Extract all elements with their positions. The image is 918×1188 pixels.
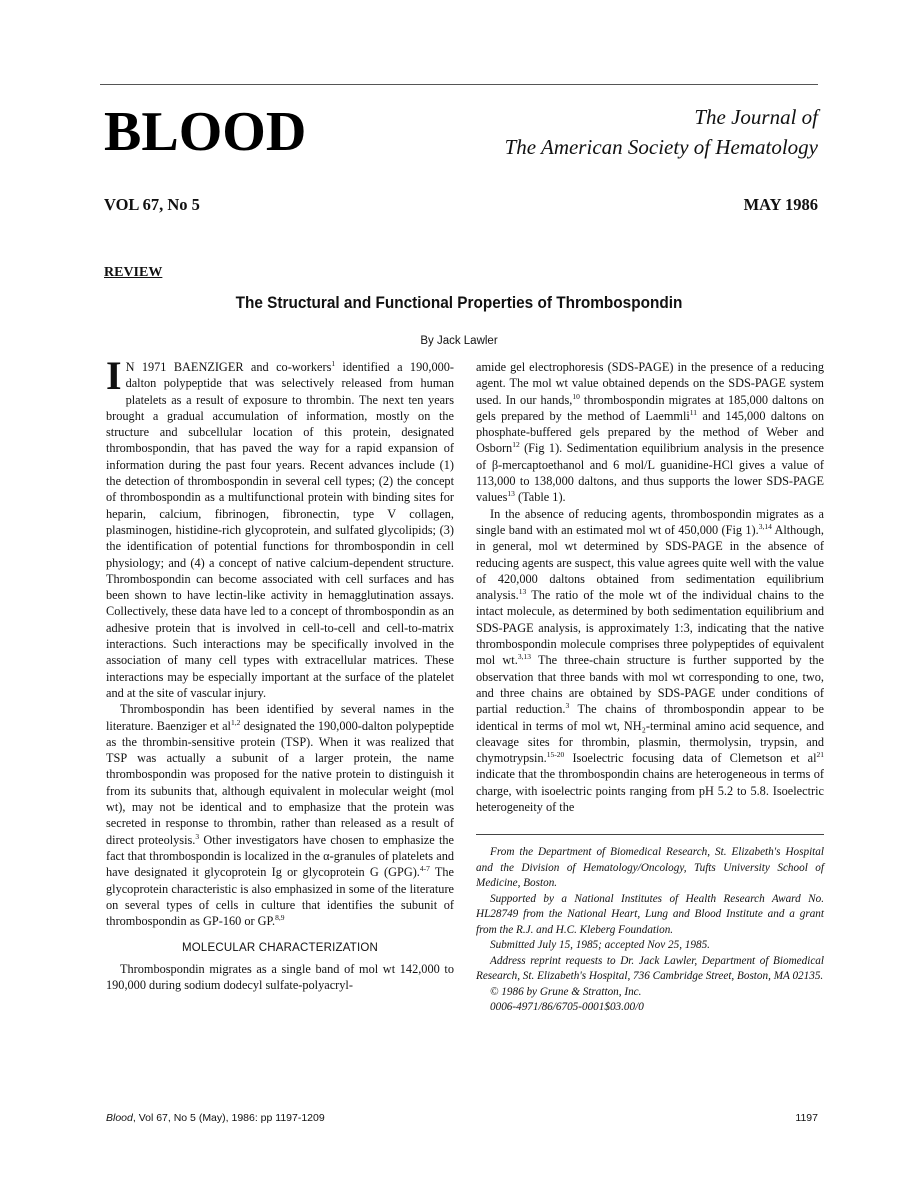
footnote-affiliation: From the Department of Biomedical Research, St. Elizabeth's Hospital and the Division of Hematology/Oncology, Tufts University School of Medicine, Boston. bbox=[476, 846, 824, 890]
journal-subtitle bbox=[505, 102, 818, 162]
journal-subtitle-line1: The Journal of bbox=[694, 105, 818, 129]
names-paragraph: Thrombospondin has been identified by several names in the literature. Baenziger et al$^{1,2}$ designated the 190,000-dalton polypeptide as the thrombin-sensitive protein (TSP). When it was realized that TSP was actually a subunit of a larger protein, the name thrombospondin was proposed for the native protein to distinguish it from its subunits that, although equivalent in molecular weight (mol wt), may not be identical and to emphasize that the protein was secreted in response to thrombin, rather than released as a result of direct proteolysis.$^3$ Other investigators have chosen to emphasize the fact that thrombospondin is localized in the α-granules of platelets and have designated it glycoprotein Ig or glycoprotein G (GPG).$^{4-7}$ The glycoprotein characteristic is also emphasized in some of the literature on several types of cells in culture that identifies the subunit of thrombospondin as GP-160 or GP.$^{8,9}$ bbox=[106, 702, 455, 929]
sds-page-paragraph: amide gel electrophoresis (SDS-PAGE) in the presence of a reducing agent. The mol wt value obtained depends on the SDS-PAGE system used. In our hands,$^{10}$ thrombospondin migrates at 185,000 daltons on gels prepared by the method of Laemmli$^{11}$ and 145,000 daltons on phosphate-buffered gels prepared by the method of Weber and Osborn$^{12}$ (Fig 1). Sedimentation equilibrium analysis in the presence of β-mercaptoethanol and 6 mol/L guanidine-HCl gives a value of 113,000 to 138,000 daltons, and thus supports the lower SDS-PAGE values$^{13}$ (Table 1). bbox=[476, 360, 824, 505]
section-heading: MOLECULAR CHARACTERIZATION bbox=[181, 942, 379, 955]
citation-ref: 1,2 bbox=[230, 717, 241, 727]
citation-ref: 3 bbox=[195, 831, 200, 841]
section-label: REVIEW bbox=[104, 265, 163, 280]
footnote-code: 0006-4971/86/6705-0001$03.00/0 bbox=[490, 1001, 644, 1014]
citation-ref: 13 bbox=[518, 587, 527, 597]
article-title: The Structural and Functional Properties of Thrombospondin bbox=[235, 294, 683, 312]
citation-ref: 4-7 bbox=[419, 864, 430, 874]
citation-ref: 8,9 bbox=[275, 913, 285, 923]
footnote-copyright: © 1986 by Grune & Stratton, Inc. bbox=[490, 985, 642, 998]
citation-ref: 10 bbox=[572, 391, 580, 401]
citation-ref: 13 bbox=[507, 489, 515, 499]
footnotes bbox=[476, 845, 824, 1016]
volume-issue: VOL 67, No 5 bbox=[104, 195, 200, 214]
citation-ref: 15-20 bbox=[546, 750, 565, 760]
footnote-dates: Submitted July 15, 1985; accepted Nov 25, 1985. bbox=[490, 939, 710, 952]
citation-ref: 3 bbox=[565, 701, 570, 711]
journal-title: BLOOD bbox=[104, 101, 307, 163]
journal-subtitle-line2: The American Society of Hematology bbox=[504, 135, 818, 159]
citation-ref: 3,14 bbox=[758, 521, 772, 531]
citation-ref: 11 bbox=[689, 407, 698, 417]
left-column bbox=[106, 353, 455, 993]
footnote-reprints: Address reprint requests to Dr. Jack Lawler, Department of Biomedical Research, St. Elizabeth's Hospital, 736 Cambridge Street, Boston, MA 02135. bbox=[476, 954, 824, 983]
characterization-paragraph: Thrombospondin migrates as a single band of mol wt 142,000 to 190,000 during sodium dodecyl sulfate-polyacryl- bbox=[106, 961, 454, 992]
footnote-support: Supported by a National Institutes of Health Research Award No. HL28749 from the National Heart, Lung and Blood Institute and a grant from the R.J. and H.C. Kleberg Foundation. bbox=[476, 892, 824, 936]
nonreducing-paragraph: In the absence of reducing agents, thrombospondin migrates as a single band with an estimated mol wt of 450,000 (Fig 1).$^{3,14}$ Although, in general, mol wt determined by SDS-PAGE in the absence of reducing agents are suspect, this value agrees quite well with the value of 420,000 daltons obtained from sedimentation equilibrium analysis.$^{13}$ The ratio of the mole wt of the individual chains to the intact molecule, as determined by both sedimentation equilibrium and SDS-PAGE analysis, is approximately 1:3, indicating that the native thrombospondin molecule comprises three polypeptides of equivalent mol wt.$^{3,13}$ The three-chain structure is further supported by the observation that three bands with mol wt corresponding to one, two, and three chains are obtained by SDS-PAGE under conditions of partial reduction.$^3$ The chains of thrombospondin appear to be identical in terms of mol wt, NH₂-terminal amino acid sequence, and cleavage sites for thrombin, plasmin, thermolysin, trypsin, and chymotrypsin.$^{15-20}$ Isoelectric focusing data of Clemetson et $al^{21}$ indicate that the thrombospondin chains are heterogeneous in terms of charge, with isoelectric points ranging from pH 5.2 to 5.8. Isoelectric heterogeneity of the bbox=[476, 506, 825, 815]
byline: By Jack Lawler bbox=[420, 335, 498, 347]
citation-ref: 12 bbox=[512, 440, 520, 450]
citation-ref: 3,13 bbox=[517, 652, 531, 662]
top-rule bbox=[100, 84, 818, 85]
footer-citation: Blood, Vol 67, No 5 (May), 1986: pp 1197-1209 bbox=[106, 1112, 325, 1124]
citation-ref: 1 bbox=[331, 359, 336, 368]
footer-journal: Blood bbox=[106, 1112, 133, 1124]
right-column bbox=[476, 359, 824, 1016]
drop-cap: I bbox=[106, 353, 122, 398]
footnote-rule bbox=[476, 834, 824, 835]
issue-date: MAY 1986 bbox=[743, 195, 818, 214]
page-number: 1197 bbox=[795, 1112, 818, 1124]
intro-paragraph: I N 1971 BAENZIGER and co-workers$^1$ identified a 190,000-dalton polypeptide that was selectively released from human platelets as a result of exposure to thrombin. The next ten years brought a gradual accumulation of information, mostly on the structure and subcellular location of this protein, designated thrombospondin, that has paved the way for a rapid expansion of information during the past four years. Recent advances include (1) the detection of thrombospondin in several cell types; (2) the concept of thrombospondin as a multifunctional protein with binding sites for heparin, calcium, fibrinogen, fibronectin, type V collagen, plasminogen, histidine-rich glycoprotein, and sulfated glycolipids; (3) the identification of potential functions for thrombospondin in cell physiology; and (4) a concept of native calcium-dependent structure. Thrombospondin can become associated with cell surfaces and has been shown to have lectin-like activity in hemagglutination assays. Collectively, these data have led to a concept of thrombospondin as an adhesive protein that is involved in cell-to-cell and cell-to-matrix interactions. Such interactions may be specifically involved in the association of many cell types with extracellular matrices. These interactions may be especially important at the surface of the platelet and at the site of vascular injury. bbox=[106, 353, 454, 700]
citation-ref: 21 bbox=[816, 750, 824, 760]
